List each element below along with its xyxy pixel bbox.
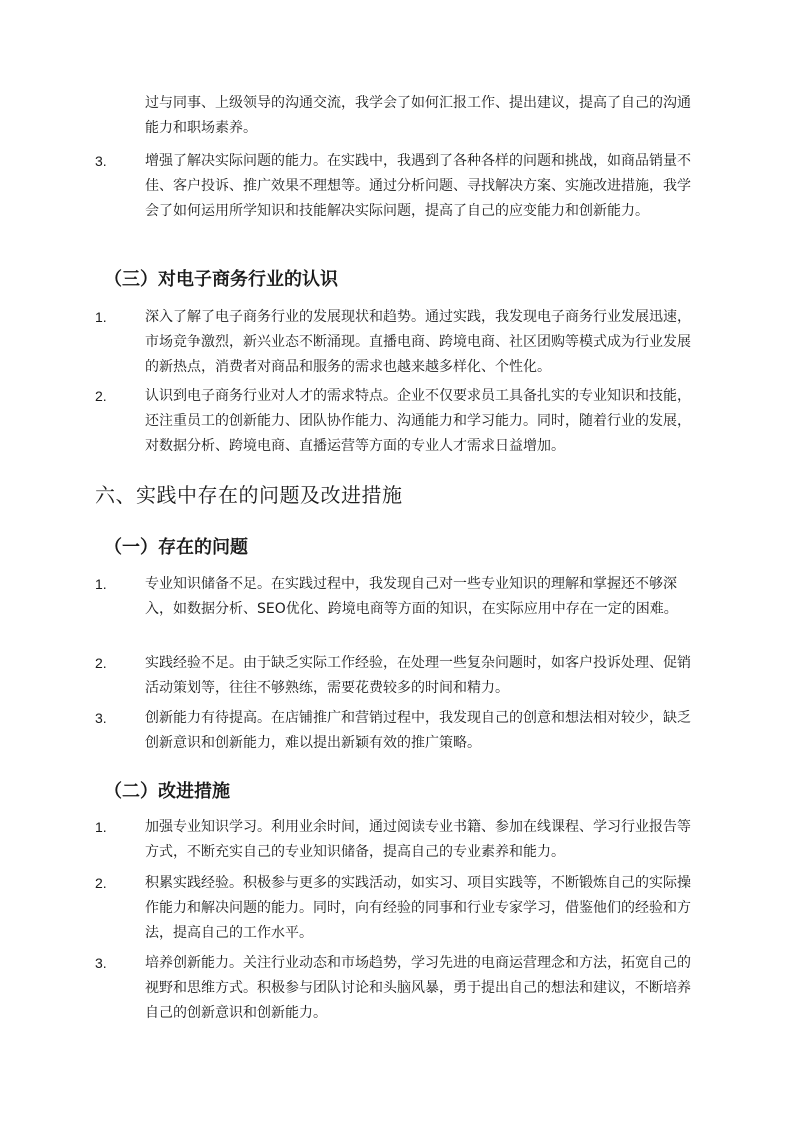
section-heading-problems: （一）存在的问题	[104, 537, 248, 558]
list-item-text: 增强了解决实际问题的能力。在实践中，我遇到了各种各样的问题和挑战，如商品销量不佳、客户投诉、推广效果不理想等。通过分析问题、寻找解决方案、实施改进措施，我学会了如何运用所学知识和技能解决实际问题，提高了自己的应变能力和创新能力。	[145, 153, 691, 219]
list-item-number: 3.	[95, 955, 107, 971]
list-item-text: 加强专业知识学习。利用业余时间，通过阅读专业书籍、参加在线课程、学习行业报告等方式，不断充实自己的专业知识储备，提高自己的专业素养和能力。	[145, 819, 691, 860]
chapter-heading: 六、实践中存在的问题及改进措施	[95, 483, 403, 507]
list-item-number: 2.	[95, 388, 107, 404]
list-item-number: 2.	[95, 655, 107, 671]
list-item-text: 专业知识储备不足。在实践过程中，我发现自己对一些专业知识的理解和掌握还不够深入，如数据分析、SEO优化、跨境电商等方面的知识，在实际应用中存在一定的困难。	[145, 576, 678, 617]
list-item-text: 深入了解了电子商务行业的发展现状和趋势。通过实践，我发现电子商务行业发展迅速，市场竞争激烈，新兴业态不断涌现。直播电商、跨境电商、社区团购等模式成为行业发展的新热点，消费者对商品和服务的需求也越来越多样化、个性化。	[145, 309, 691, 375]
list-item-number: 1.	[95, 309, 107, 325]
continuation-paragraph: 过与同事、上级领导的沟通交流，我学会了如何汇报工作、提出建议，提高了自己的沟通能力和职场素养。	[145, 95, 691, 136]
section-heading-improvements: （二）改进措施	[104, 781, 230, 802]
list-item-text: 创新能力有待提高。在店铺推广和营销过程中，我发现自己的创意和想法相对较少，缺乏创新意识和创新能力，难以提出新颖有效的推广策略。	[145, 710, 691, 751]
list-item-text: 培养创新能力。关注行业动态和市场趋势，学习先进的电商运营理念和方法，拓宽自己的视野和思维方式。积极参与团队讨论和头脑风暴，勇于提出自己的想法和建议，不断培养自己的创新意识和创新能力。	[145, 955, 691, 1021]
section-heading-industry: （三）对电子商务行业的认识	[104, 269, 338, 290]
list-item-text: 积累实践经验。积极参与更多的实践活动，如实习、项目实践等，不断锻炼自己的实际操作能力和解决问题的能力。同时，向有经验的同事和行业专家学习，借鉴他们的经验和方法，提高自己的工作水平。	[145, 875, 691, 941]
list-item-number: 2.	[95, 875, 107, 891]
list-item-text: 认识到电子商务行业对人才的需求特点。企业不仅要求员工具备扎实的专业知识和技能，还注重员工的创新能力、团队协作能力、沟通能力和学习能力。同时，随着行业的发展，对数据分析、跨境电商、直播运营等方面的专业人才需求日益增加。	[145, 388, 691, 454]
list-item-number: 1.	[95, 819, 107, 835]
list-item-number: 1.	[95, 576, 107, 592]
list-item-text: 实践经验不足。由于缺乏实际工作经验，在处理一些复杂问题时，如客户投诉处理、促销活动策划等，往往不够熟练，需要花费较多的时间和精力。	[145, 655, 691, 696]
list-item-number: 3.	[95, 153, 107, 169]
list-item-number: 3.	[95, 710, 107, 726]
